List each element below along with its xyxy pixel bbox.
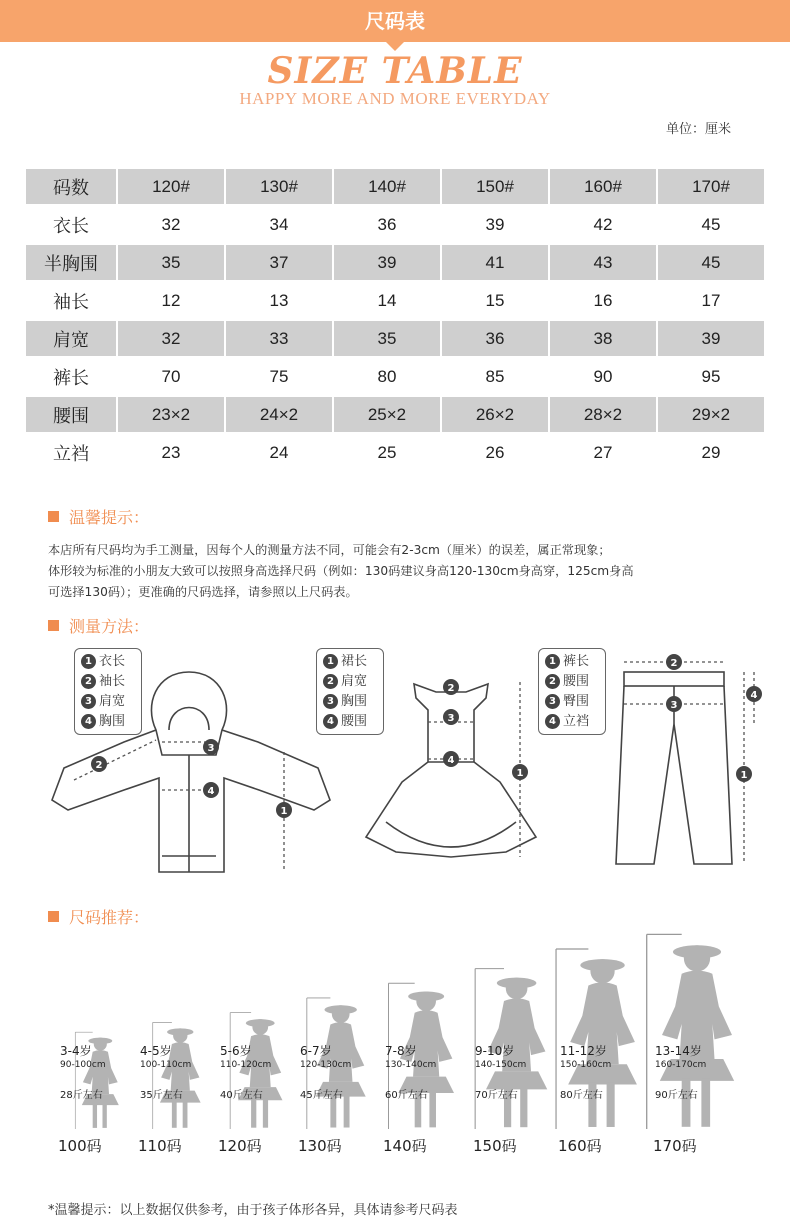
table-row — [26, 283, 764, 318]
row-label: 腰围 — [26, 397, 116, 432]
measure-heading — [48, 614, 149, 637]
table-cell: 32 — [118, 321, 224, 356]
tips-line: 可选择130码）；更准确的尺码选择，请参照以上尺码表。 — [48, 585, 358, 599]
legend-item — [545, 712, 599, 732]
age-label: 6-7岁 — [300, 1044, 332, 1058]
weight-label: 70斤左右 — [475, 1090, 518, 1101]
table-row — [26, 359, 764, 394]
svg-text:4: 4 — [447, 755, 455, 766]
table-header-row — [26, 169, 764, 204]
height-label: 140-150cm — [475, 1060, 527, 1070]
number-2-icon: 2 — [545, 674, 560, 689]
age-label: 7-8岁 — [385, 1044, 417, 1058]
header-cell: 160# — [550, 169, 656, 204]
legend-label: 裙长 — [341, 654, 368, 669]
size-table-title: SIZE TABLE — [267, 50, 523, 92]
svg-text:4: 4 — [207, 786, 215, 797]
legend-item — [545, 672, 599, 692]
header-cell: 120# — [118, 169, 224, 204]
legend-label: 立裆 — [563, 714, 590, 729]
svg-text:3: 3 — [670, 700, 678, 711]
legend-label: 臀围 — [563, 694, 590, 709]
dress-legend — [316, 648, 384, 735]
height-label: 90-100cm — [60, 1060, 106, 1070]
table-cell: 39 — [658, 321, 764, 356]
recommend-title: 尺码推荐： — [69, 908, 150, 927]
legend-label: 衣长 — [99, 654, 126, 669]
table-cell: 24×2 — [226, 397, 332, 432]
svg-text:4: 4 — [750, 690, 758, 701]
tips-line: 本店所有尺码均为手工测量，因每个人的测量方法不同，可能会有2-3cm（厘米）的误差，属正常现象； — [48, 543, 611, 557]
weight-label: 90斤左右 — [655, 1090, 698, 1101]
row-label: 袖长 — [53, 291, 89, 313]
table-cell: 28×2 — [550, 397, 656, 432]
size-code-label: 100码 — [58, 1137, 102, 1155]
table-cell: 27 — [593, 442, 613, 462]
table-cell: 80 — [377, 366, 397, 386]
row-label: 裤长 — [53, 367, 89, 389]
legend-label: 胸围 — [341, 694, 368, 709]
header-cell: 130# — [226, 169, 332, 204]
legend-label: 肩宽 — [99, 694, 126, 709]
legend-item — [81, 692, 135, 712]
svg-text:1: 1 — [740, 770, 748, 781]
size-code-label: 110码 — [138, 1137, 182, 1155]
table-cell: 25×2 — [334, 397, 440, 432]
weight-label: 80斤左右 — [560, 1090, 603, 1101]
row-label: 肩宽 — [26, 321, 116, 356]
table-cell: 16 — [593, 290, 613, 310]
table-cell: 45 — [701, 214, 721, 234]
legend-item — [323, 692, 377, 712]
legend-item — [545, 692, 599, 712]
number-1-icon: 1 — [545, 654, 560, 669]
size-code-label: 140码 — [383, 1137, 427, 1155]
size-table — [24, 166, 766, 473]
header-cell: 码数 — [26, 169, 116, 204]
table-cell: 38 — [550, 321, 656, 356]
header-cell: 150# — [442, 169, 548, 204]
table-cell: 34 — [269, 214, 289, 234]
height-label: 160-170cm — [655, 1060, 707, 1070]
size-code-label: 120码 — [218, 1137, 262, 1155]
number-2-icon: 2 — [81, 674, 96, 689]
weight-label: 28斤左右 — [60, 1090, 103, 1101]
table-cell: 39 — [485, 214, 505, 234]
table-cell: 70 — [161, 366, 181, 386]
weight-label: 45斤左右 — [300, 1090, 343, 1101]
row-label: 半胸围 — [26, 245, 116, 280]
table-cell: 41 — [442, 245, 548, 280]
table-cell: 23×2 — [118, 397, 224, 432]
unit-label: 单位：厘米 — [666, 122, 732, 137]
table-cell: 14 — [377, 290, 397, 310]
number-3-icon: 3 — [323, 694, 338, 709]
height-label: 150-160cm — [560, 1060, 612, 1070]
age-label: 11-12岁 — [560, 1044, 607, 1058]
weight-label: 40斤左右 — [220, 1090, 263, 1101]
size-recommendation — [0, 900, 790, 1180]
tips-text — [48, 540, 748, 603]
table-row — [26, 207, 764, 242]
table-cell: 36 — [377, 214, 397, 234]
legend-item — [81, 712, 135, 732]
table-row — [26, 397, 764, 432]
table-cell: 25 — [377, 442, 397, 462]
number-3-icon: 3 — [545, 694, 560, 709]
legend-label: 腰围 — [341, 714, 368, 729]
table-cell: 35 — [334, 321, 440, 356]
banner: 尺码表 — [0, 0, 790, 42]
dress-drawing — [356, 662, 546, 877]
number-2-icon: 2 — [323, 674, 338, 689]
child-silhouette-icon — [139, 1020, 217, 1129]
table-cell: 26 — [485, 442, 505, 462]
svg-text:2: 2 — [447, 683, 455, 694]
tips-line: 体形较为标准的小朋友大致可以按照身高选择尺码（例如：130码建议身高120-130cm身高穿，125cm身高 — [48, 564, 634, 578]
table-cell: 36 — [442, 321, 548, 356]
age-label: 3-4岁 — [60, 1044, 92, 1058]
tips-heading — [48, 505, 149, 528]
size-code-label: 150码 — [473, 1137, 517, 1155]
svg-text:2: 2 — [95, 760, 103, 771]
table-cell: 13 — [269, 290, 289, 310]
table-cell: 17 — [701, 290, 721, 310]
table-cell: 85 — [485, 366, 505, 386]
number-1-icon: 1 — [323, 654, 338, 669]
table-cell: 23 — [161, 442, 181, 462]
square-bullet-icon — [48, 620, 59, 631]
header-cell: 140# — [334, 169, 440, 204]
row-label: 衣长 — [53, 215, 89, 237]
pants-legend — [538, 648, 606, 735]
tips-title: 温馨提示： — [69, 508, 150, 527]
legend-item — [545, 652, 599, 672]
legend-item — [81, 652, 135, 672]
weight-label: 60斤左右 — [385, 1090, 428, 1101]
legend-item — [323, 712, 377, 732]
size-table-subtitle: HAPPY MORE AND MORE EVERYDAY — [239, 89, 551, 108]
age-label: 4-5岁 — [140, 1044, 172, 1058]
legend-item — [81, 672, 135, 692]
legend-label: 肩宽 — [341, 674, 368, 689]
table-cell: 75 — [269, 366, 289, 386]
table-cell: 33 — [226, 321, 332, 356]
svg-text:1: 1 — [280, 806, 288, 817]
weight-label: 35斤左右 — [140, 1090, 183, 1101]
footer-note: *温馨提示：以上数据仅供参考，由于孩子体形各异，具体请参考尺码表 — [48, 1203, 458, 1218]
table-cell: 26×2 — [442, 397, 548, 432]
size-code-label: 170码 — [653, 1137, 697, 1155]
age-label: 5-6岁 — [220, 1044, 252, 1058]
table-cell: 90 — [593, 366, 613, 386]
number-4-icon: 4 — [323, 714, 338, 729]
table-cell: 42 — [593, 214, 613, 234]
square-bullet-icon — [48, 511, 59, 522]
height-label: 110-120cm — [220, 1060, 272, 1070]
table-cell: 15 — [485, 290, 505, 310]
svg-text:3: 3 — [447, 713, 455, 724]
legend-item — [323, 652, 377, 672]
legend-label: 腰围 — [563, 674, 590, 689]
number-4-icon: 4 — [545, 714, 560, 729]
table-cell: 35 — [118, 245, 224, 280]
table-cell: 45 — [658, 245, 764, 280]
legend-label: 裤长 — [563, 654, 590, 669]
table-cell: 95 — [701, 366, 721, 386]
table-row — [26, 245, 764, 280]
number-3-icon: 3 — [81, 694, 96, 709]
jacket-legend — [74, 648, 142, 735]
svg-text:3: 3 — [207, 743, 215, 754]
height-label: 100-110cm — [140, 1060, 192, 1070]
size-code-label: 160码 — [558, 1137, 602, 1155]
header-cell: 170# — [658, 169, 764, 204]
size-code-label: 130码 — [298, 1137, 342, 1155]
legend-item — [323, 672, 377, 692]
table-cell: 29×2 — [658, 397, 764, 432]
pants-drawing — [604, 654, 764, 869]
table-cell: 32 — [161, 214, 181, 234]
table-cell: 39 — [334, 245, 440, 280]
table-cell: 43 — [550, 245, 656, 280]
svg-text:1: 1 — [516, 768, 524, 779]
height-label: 120-130cm — [300, 1060, 352, 1070]
table-cell: 12 — [161, 290, 181, 310]
svg-text:2: 2 — [670, 658, 678, 669]
number-4-icon: 4 — [81, 714, 96, 729]
row-label: 立裆 — [53, 443, 89, 465]
measure-title: 测量方法： — [69, 617, 150, 636]
table-cell: 37 — [226, 245, 332, 280]
table-cell: 29 — [701, 442, 721, 462]
age-label: 13-14岁 — [655, 1044, 702, 1058]
legend-label: 胸围 — [99, 714, 126, 729]
table-row — [26, 321, 764, 356]
height-label: 130-140cm — [385, 1060, 437, 1070]
legend-label: 袖长 — [99, 674, 126, 689]
age-label: 9-10岁 — [475, 1044, 515, 1058]
table-cell: 24 — [269, 442, 289, 462]
measure-diagram — [44, 640, 764, 880]
number-1-icon: 1 — [81, 654, 96, 669]
table-row — [26, 435, 764, 470]
